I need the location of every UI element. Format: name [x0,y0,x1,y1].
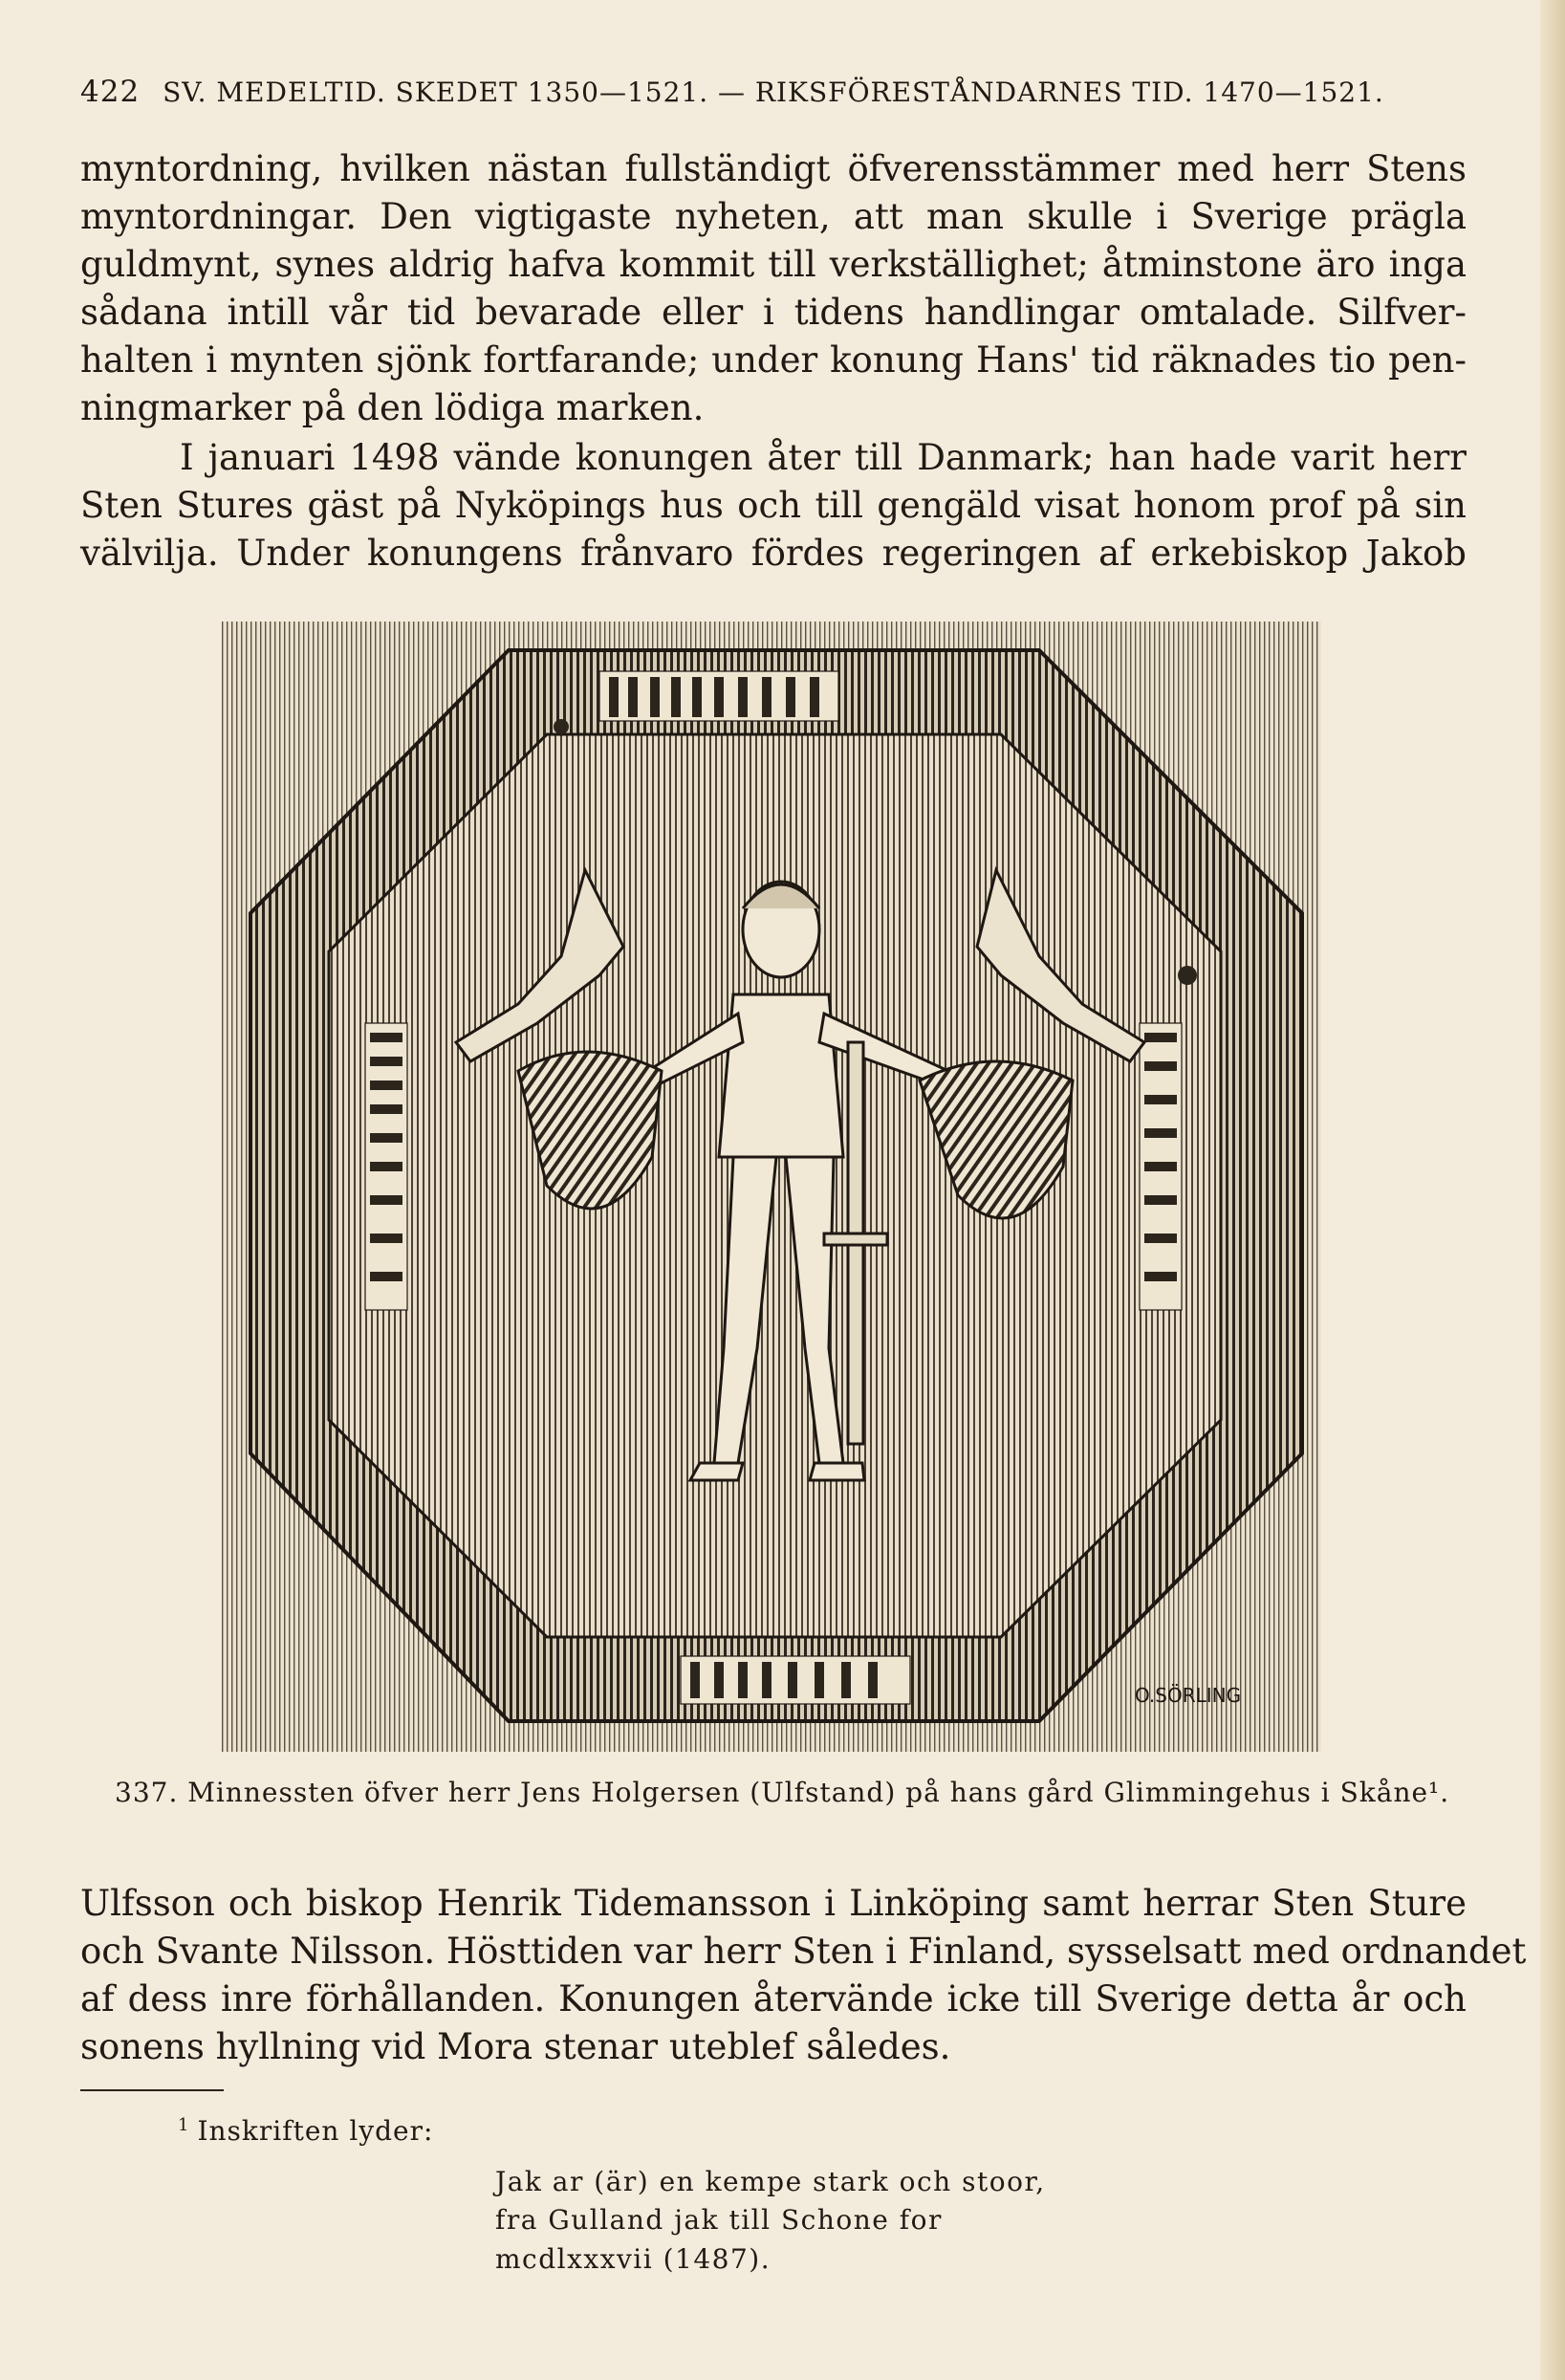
running-header [80,75,1486,109]
text-line: ningmarker på den lödiga marken. [80,387,705,428]
verse-line: Jak ar (är) en kempe stark och stoor, [495,2166,1046,2197]
footnote-intro: Inskriften lyder: [197,2115,434,2147]
footnote-marker: 1 [178,2115,190,2135]
text-line: sådana intill vår tid bevarade eller i tidens handlingar omtalade. Silfver- [80,292,1467,333]
text-line: Sten Stures gäst på Nyköpings hus och till gengäld visat honom prof på sin [80,485,1467,526]
text-line: myntordningar. Den vigtigaste nyheten, att man skulle i Sverige prägla [80,196,1467,237]
engraver-signature: O.SÖRLING [1135,1684,1242,1707]
footnote-rule [80,2089,224,2091]
text-line: af dess inre förhållanden. Konungen återvände icke till Sverige detta år och [80,1978,1467,2020]
verse-line: mcdlxxxvii (1487). [495,2243,772,2275]
text-line: halten i mynten sjönk fortfarande; under konung Hans' tid räknades tio pen- [80,339,1467,381]
verse-line: fra Gulland jak till Schone for [495,2204,943,2236]
text-line: sonens hyllning vid Mora stenar uteblef således. [80,2026,951,2067]
page-edge [1540,0,1565,2380]
text-line: guldmynt, synes aldrig hafva kommit till verkställighet; åtminstone äro inga [80,244,1467,285]
footnote [178,2115,433,2147]
text-line: myntordning, hvilken nästan fullständigt öfverensstämmer med herr Stens [80,148,1467,189]
memorial-stone-engraving [222,622,1321,1752]
text-line: och Svante Nilsson. Hösttiden var herr Sten i Finland, sysselsatt med ordnandet [80,1931,1527,1972]
running-head-title: SV. MEDELTID. SKEDET 1350—1521. — RIKSFÖRESTÅNDARNES TID. 1470—1521. [163,76,1384,108]
page-number: 422 [80,75,141,109]
figure-caption: 337. Minnessten öfver herr Jens Holgersen (Ulfstand) på hans gård Glimmingehus i Skåne¹. [115,1777,1450,1808]
text-line: välvilja. Under konungens frånvaro fördes regeringen af erkebiskop Jakob [80,533,1467,574]
text-line: I januari 1498 vände konungen åter till Danmark; han hade varit herr [180,437,1467,478]
text-line: Ulfsson och biskop Henrik Tidemansson i Linköping samt herrar Sten Sture [80,1883,1467,1924]
